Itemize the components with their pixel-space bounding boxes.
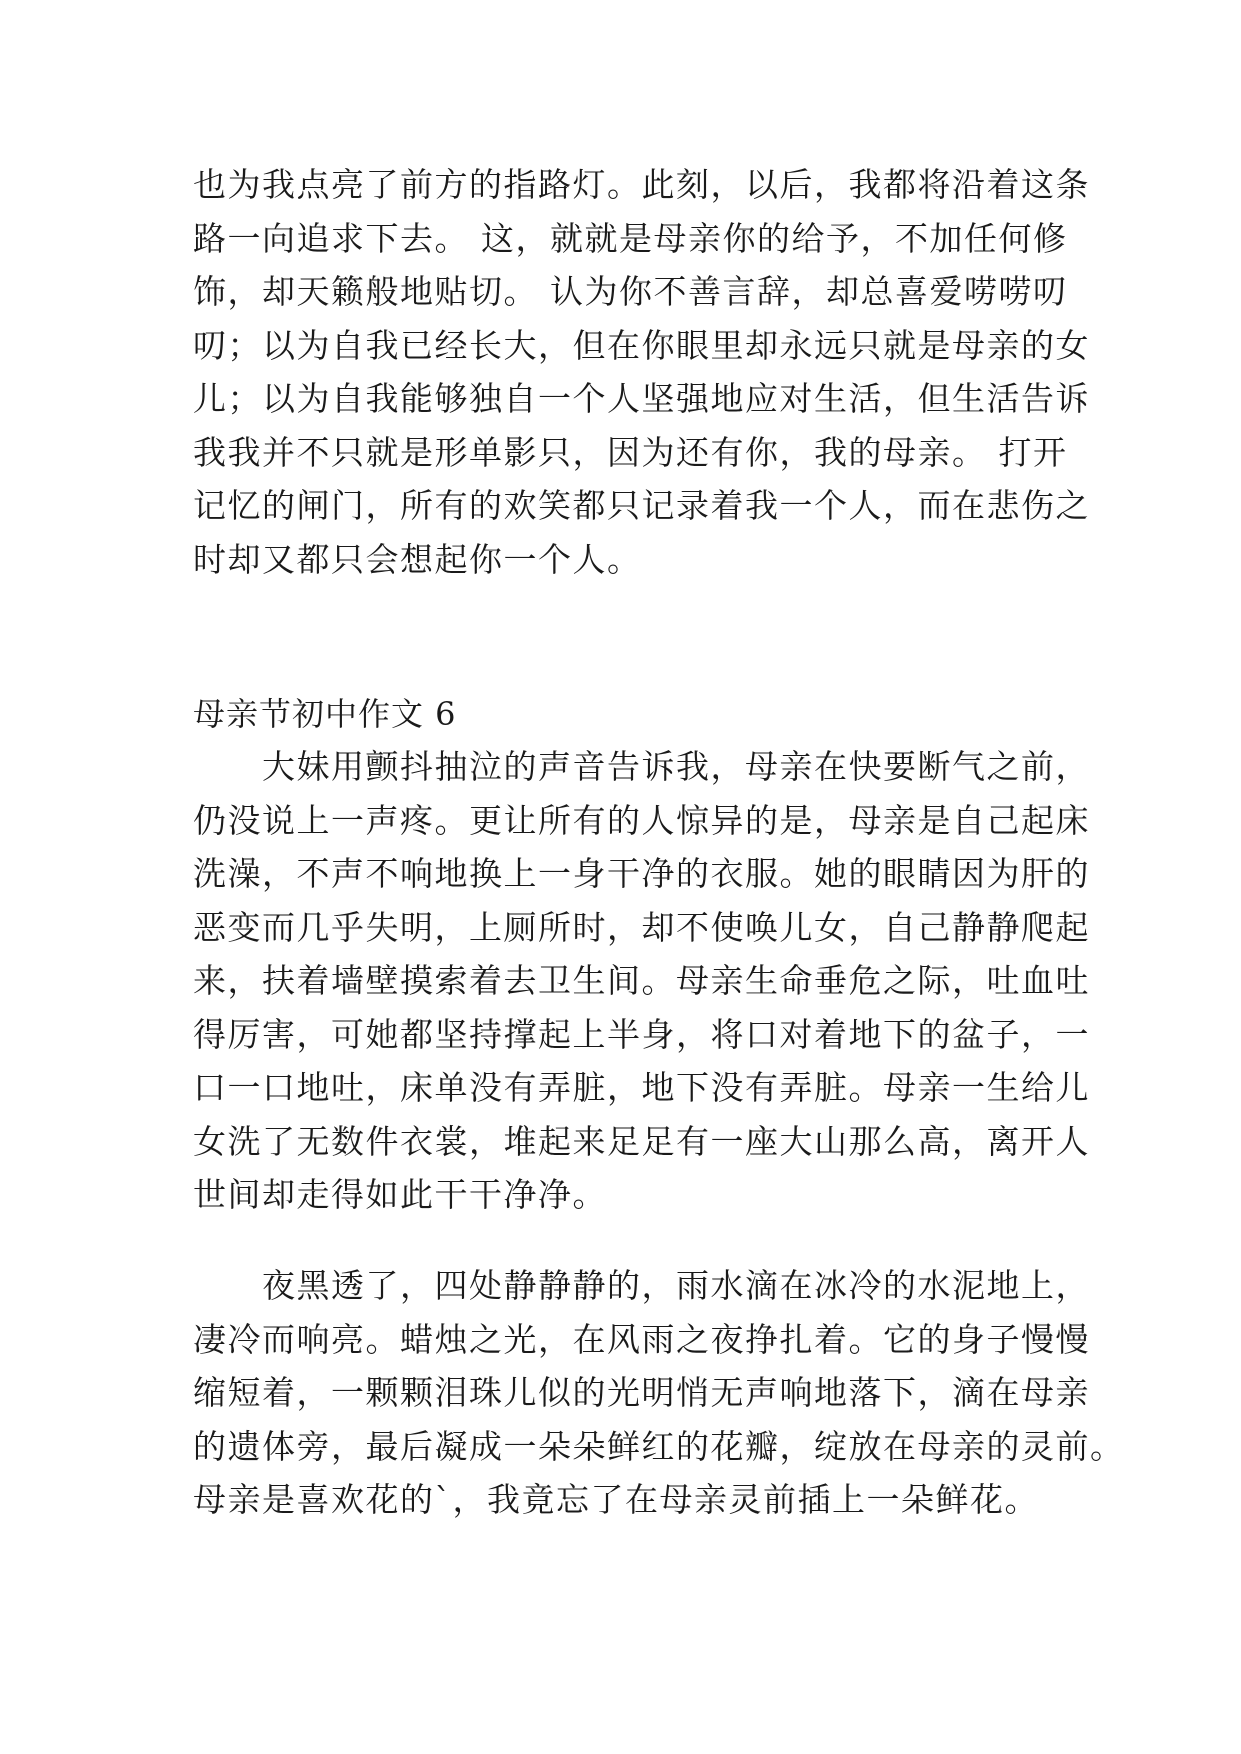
text-line: 母亲是喜欢花的`，我竟忘了在母亲灵前插上一朵鲜花。: [193, 1480, 1039, 1519]
section-title: 母亲节初中作文 6: [193, 695, 457, 733]
text-line: 得厉害，可她都坚持撑起上半身，将口对着地下的盆子，一: [193, 1014, 1090, 1054]
intro-paragraph: [193, 158, 1090, 586]
text-line: 的遗体旁，最后凝成一朵朵鲜红的花瓣，绽放在母亲的灵前。: [193, 1426, 1125, 1466]
text-line: 大妹用颤抖抽泣的声音告诉我，母亲在快要断气之前，: [193, 747, 1090, 786]
text-line: 仍没说上一声疼。更让所有的人惊异的是，母亲是自己起床: [193, 800, 1090, 840]
text-line: 也为我点亮了前方的指路灯。此刻，以后，我都将沿着这条: [193, 165, 1090, 204]
body-paragraph: [193, 1259, 1125, 1527]
text-line: 缩短着，一颗颗泪珠儿似的光明悄无声响地落下，滴在母亲: [193, 1373, 1090, 1412]
text-line: 凄冷而响亮。蜡烛之光，在风雨之夜挣扎着。它的身子慢慢: [193, 1319, 1090, 1359]
text-line: 夜黑透了，四处静静静的，雨水滴在冰冷的水泥地上，: [193, 1266, 1090, 1305]
text-line: 饰，却天籁般地贴切。 认为你不善言辞，却总喜爱唠唠叨: [193, 272, 1068, 311]
text-line: 叨；以为自我已经长大，但在你眼里却永远只就是母亲的女: [193, 325, 1090, 365]
text-line: 儿；以为自我能够独自一个人坚强地应对生活，但生活告诉: [193, 379, 1090, 418]
body-paragraph: [193, 740, 1090, 1222]
text-line: 来，扶着墙壁摸索着去卫生间。母亲生命垂危之际，吐血吐: [193, 961, 1090, 1000]
text-line: 路一向追求下去。 这，就就是母亲你的给予，不加任何修: [193, 218, 1068, 258]
text-line: 我我并不只就是形单影只，因为还有你，我的母亲。 打开: [193, 432, 1068, 472]
text-line: 洗澡，不声不响地换上一身干净的衣服。她的眼睛因为肝的: [193, 854, 1090, 893]
text-line: 恶变而几乎失明，上厕所时，却不使唤儿女，自己静静爬起: [193, 907, 1090, 947]
text-line: 时却又都只会想起你一个人。: [193, 539, 642, 579]
text-line: 世间却走得如此干干净净。: [193, 1175, 607, 1214]
text-line: 记忆的闸门，所有的欢笑都只记录着我一个人，而在悲伤之: [193, 486, 1090, 525]
text-line: 女洗了无数件衣裳，堆起来足足有一座大山那么高，离开人: [193, 1121, 1090, 1161]
text-line: 口一口地吐，床单没有弄脏，地下没有弄脏。母亲一生给儿: [193, 1068, 1090, 1107]
